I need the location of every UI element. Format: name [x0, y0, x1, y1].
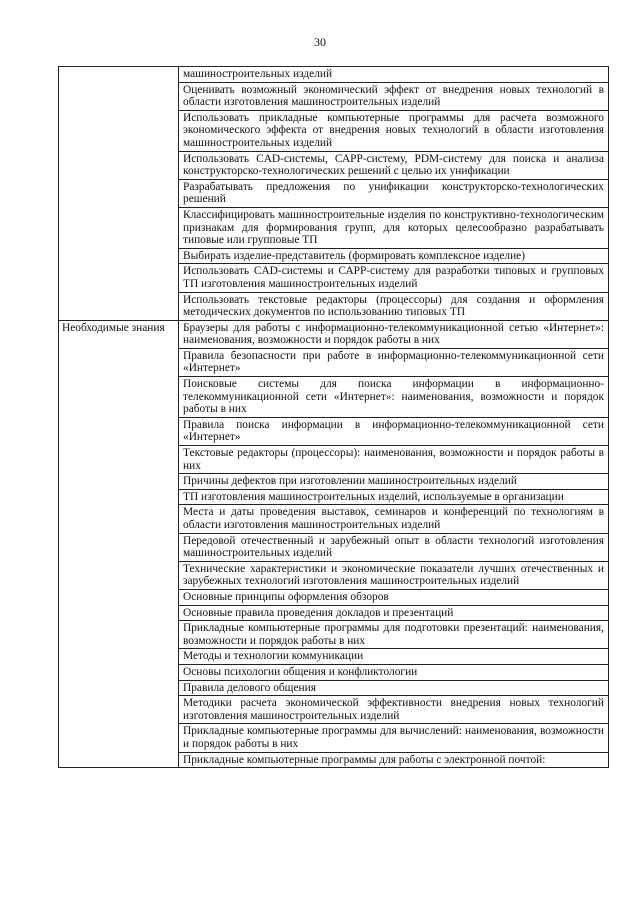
row-text: Выбирать изделие-представитель (формировать комплексное изделие)	[179, 248, 609, 264]
row-text: Прикладные компьютерные программы для работы с электронной почтой:	[179, 752, 609, 768]
row-text: Прикладные компьютерные программы для вычислений: наименования, возможности и порядок работы в них	[179, 724, 609, 752]
row-text: Использовать прикладные компьютерные программы для расчета возможного экономического эффекта от внедрения новых технологий в области изготовления машиностроительных изделий	[179, 110, 609, 151]
row-text: Прикладные компьютерные программы для подготовки презентаций: наименования, возможности и порядок работы в них	[179, 621, 609, 649]
row-text: Технические характеристики и экономические показатели лучших отечественных и зарубежных технологий изготовления машиностроительных изделий	[179, 561, 609, 589]
table-body	[59, 67, 609, 768]
row-text: Причины дефектов при изготовлении машиностроительных изделий	[179, 474, 609, 490]
section-label: Необходимые знания	[59, 320, 179, 767]
row-text: Методики расчета экономической эффективности внедрения новых технологий изготовления машиностроительных изделий	[179, 696, 609, 724]
row-text: Разрабатывать предложения по унификации конструкторско-технологических решений	[179, 179, 609, 207]
row-text: Основные принципы оформления обзоров	[179, 589, 609, 605]
row-text: Основы психологии общения и конфликтологии	[179, 664, 609, 680]
row-text: машиностроительных изделий	[179, 67, 609, 83]
row-text: Оценивать возможный экономический эффект от внедрения новых технологий в области изготовления машиностроительных изделий	[179, 82, 609, 110]
row-text: Правила безопасности при работе в информационно-телекоммуникационной сети «Интернет»	[179, 348, 609, 376]
row-text: Правила поиска информации в информационно-телекоммуникационной сети «Интернет»	[179, 417, 609, 445]
row-text: Правила делового общения	[179, 680, 609, 696]
row-text: Классифицировать машиностроительные изделия по конструктивно-технологическим признакам для формирования групп, для которых целесообразно разрабатывать типовые или групповые ТП	[179, 207, 609, 248]
row-text: Использовать CAD-системы, САРР-систему, PDM-систему для поиска и анализа конструкторско-технологических решений с целью их унификации	[179, 151, 609, 179]
section-label	[59, 67, 179, 321]
row-text: Передовой отечественный и зарубежный опыт в области технологий изготовления машиностроительных изделий	[179, 533, 609, 561]
table-row	[59, 67, 609, 83]
row-text: Основные правила проведения докладов и презентаций	[179, 605, 609, 621]
competency-table	[58, 66, 609, 768]
row-text: ТП изготовления машиностроительных изделий, используемые в организации	[179, 489, 609, 505]
row-text: Браузеры для работы с информационно-телекоммуникационной сетью «Интернет»: наименования, возможности и порядок работы в них	[179, 320, 609, 348]
row-text: Поисковые системы для поиска информации в информационно-телекоммуникационной сети «Интернет»: наименования, возможности и порядок работы в них	[179, 377, 609, 418]
row-text: Места и даты проведения выставок, семинаров и конференций по технологиям в области изготовления машиностроительных изделий	[179, 505, 609, 533]
row-text: Методы и технологии коммуникации	[179, 649, 609, 665]
row-text: Использовать текстовые редакторы (процессоры) для создания и оформления методических документов по использованию типовых ТП	[179, 292, 609, 320]
row-text: Текстовые редакторы (процессоры): наименования, возможности и порядок работы в них	[179, 446, 609, 474]
table-row	[59, 320, 609, 348]
page-number: 30	[314, 35, 326, 49]
row-text: Использовать CAD-системы и САРР-систему для разработки типовых и групповых ТП изготовления машиностроительных изделий	[179, 264, 609, 292]
